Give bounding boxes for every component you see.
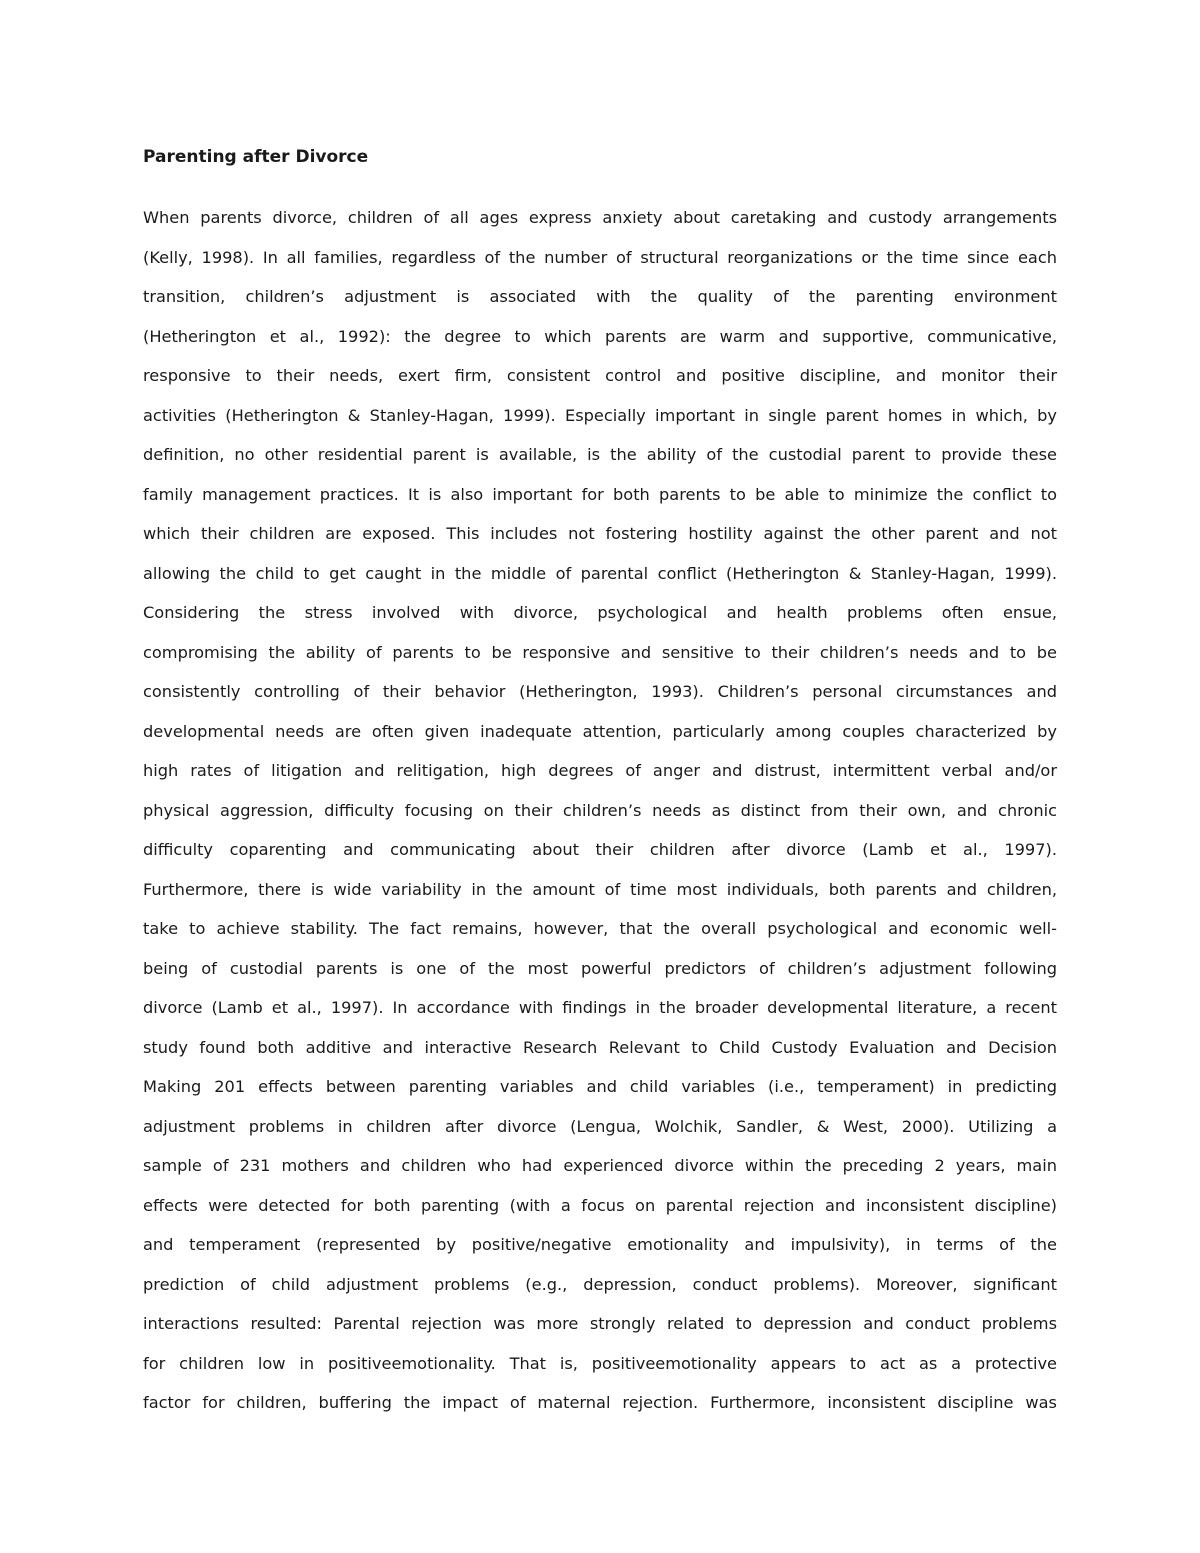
paragraph-line: sample of 231 mothers and children who had experienced divorce within the preceding 2 years, main — [143, 1156, 1057, 1175]
paragraph-line: prediction of child adjustment problems (e.g., depression, conduct problems). Moreover, significant — [143, 1274, 1057, 1294]
document-body — [143, 198, 1057, 1423]
paragraph-line: difficulty coparenting and communicating about their children after divorce (Lamb et al., 1997). — [143, 840, 1057, 859]
paragraph-line: interactions resulted: Parental rejection was more strongly related to depression and conduct problems — [143, 1314, 1057, 1333]
paragraph-line: responsive to their needs, exert firm, consistent control and positive discipline, and monitor their — [143, 366, 1057, 385]
paragraph-line: Considering the stress involved with divorce, psychological and health problems often ensue, — [143, 603, 1057, 622]
paragraph-line: compromising the ability of parents to be responsive and sensitive to their children’s needs and to be — [143, 642, 1057, 662]
paragraph-line: factor for children, buffering the impact of maternal rejection. Furthermore, inconsistent discipline was — [143, 1393, 1057, 1412]
paragraph-line: When parents divorce, children of all ages express anxiety about caretaking and custody arrangements — [143, 208, 1057, 227]
paragraph-line: family management practices. It is also important for both parents to be able to minimize the conflict to — [143, 484, 1057, 504]
paragraph-line: Furthermore, there is wide variability in the amount of time most individuals, both parents and children, — [143, 879, 1057, 899]
paragraph-line: (Hetherington et al., 1992): the degree to which parents are warm and supportive, communicative, — [143, 326, 1057, 346]
paragraph-line: take to achieve stability. The fact remains, however, that the overall psychological and economic well- — [143, 919, 1057, 938]
paragraph-line: transition, children’s adjustment is associated with the quality of the parenting environment — [143, 287, 1057, 306]
paragraph-line: developmental needs are often given inadequate attention, particularly among couples characterized by — [143, 721, 1057, 741]
paragraph-line: which their children are exposed. This includes not fostering hostility against the other parent and not — [143, 524, 1057, 543]
paragraph-line: Making 201 effects between parenting variables and child variables (i.e., temperament) in predicting — [143, 1077, 1057, 1096]
document-title: Parenting after Divorce — [143, 147, 369, 167]
paragraph-line: for children low in positiveemotionality. That is, positiveemotionality appears to act as a protective — [143, 1353, 1057, 1373]
paragraph-line: (Kelly, 1998). In all families, regardless of the number of structural reorganizations or the time since each — [143, 247, 1057, 267]
paragraph-line: allowing the child to get caught in the middle of parental conflict (Hetherington & Stanley-Hagan, 1999). — [143, 563, 1057, 583]
paragraph-line: physical aggression, difficulty focusing on their children’s needs as distinct from their own, and chronic — [143, 800, 1057, 820]
paragraph-line: and temperament (represented by positive/negative emotionality and impulsivity), in terms of the — [143, 1235, 1057, 1254]
paragraph-line: activities (Hetherington & Stanley-Hagan, 1999). Especially important in single parent homes in which, by — [143, 405, 1057, 425]
paragraph-line: divorce (Lamb et al., 1997). In accordance with findings in the broader developmental literature, a recent — [143, 998, 1057, 1017]
paragraph-line: consistently controlling of their behavior (Hetherington, 1993). Children’s personal circumstances and — [143, 682, 1057, 701]
paragraph-line: study found both additive and interactive Research Relevant to Child Custody Evaluation and Decision — [143, 1037, 1057, 1057]
paragraph-line: effects were detected for both parenting (with a focus on parental rejection and inconsistent discipline) — [143, 1195, 1057, 1215]
paragraph-line: being of custodial parents is one of the most powerful predictors of children’s adjustment following — [143, 958, 1057, 978]
paragraph-line: adjustment problems in children after divorce (Lengua, Wolchik, Sandler, & West, 2000). Utilizing a — [143, 1116, 1057, 1136]
paragraph-line: definition, no other residential parent is available, is the ability of the custodial parent to provide these — [143, 445, 1057, 464]
paragraph-line: high rates of litigation and relitigation, high degrees of anger and distrust, intermittent verbal and/or — [143, 761, 1057, 780]
